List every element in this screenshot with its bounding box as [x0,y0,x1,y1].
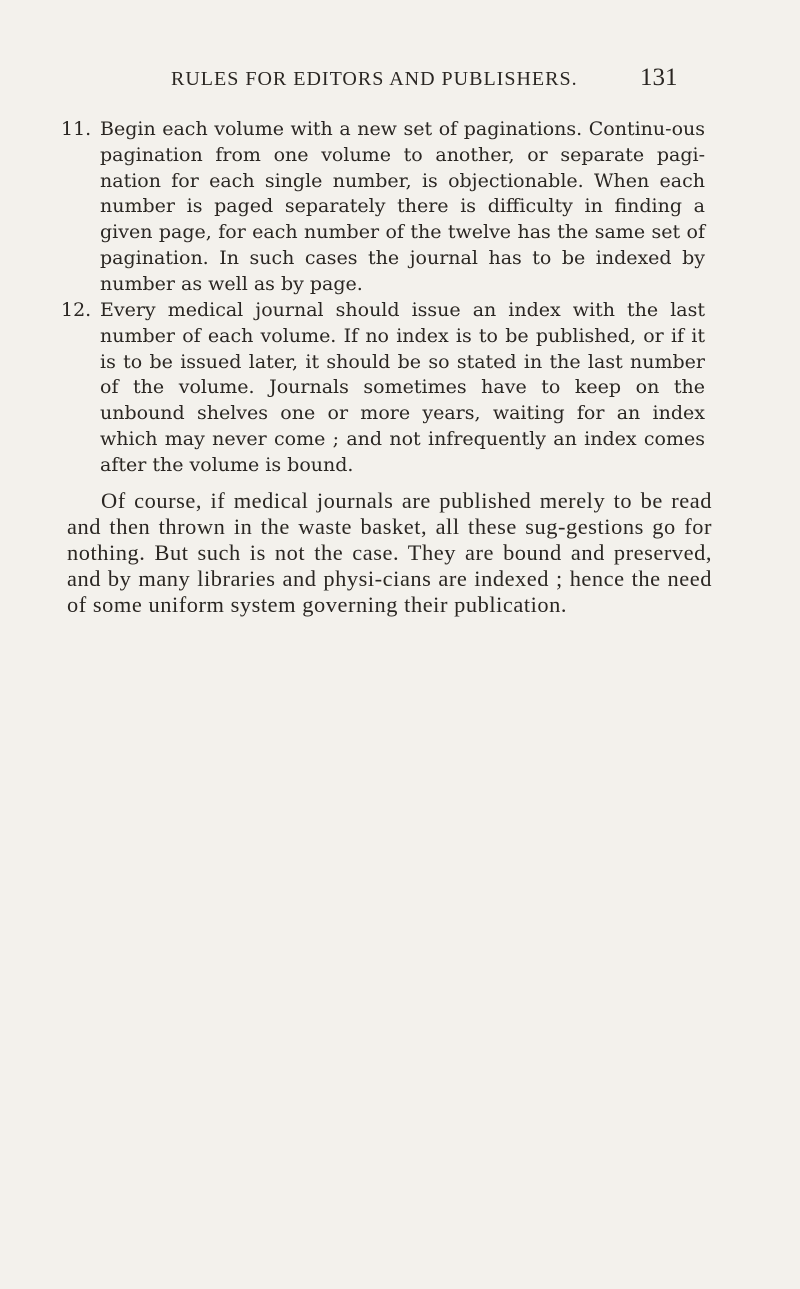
item-number: 12. [61,299,92,321]
rule-item-12 [61,298,705,479]
item-number: 11. [61,118,92,140]
item-text: Begin each volume with a new set of paginations. Continu-ous pagination from one volume to another, or separate pagi-nation for each single number, is objectionable. When each number is paged separately there is difficulty in finding a given page, for each number of the twelve has the same set of pagination. In such cases the journal has to be indexed by number as well as by page. [100,118,705,295]
closing-paragraph: Of course, if medical journals are published merely to be read and then thrown in the waste basket, all these sug-gestions go for nothing. But such is not the case. They are bound and preserved, and by many libraries and physi-cians are indexed ; hence the need of some uniform system governing their publication. [67,488,712,617]
page-number: 131 [640,64,678,91]
running-head: RULES FOR EDITORS AND PUBLISHERS. [171,68,578,90]
rule-item-11 [61,117,705,298]
item-text: Every medical journal should issue an index with the last number of each volume. If no index is to be published, or if it is to be issued later, it should be so stated in the last number of the volume. Journals sometimes have to keep on the unbound shelves one or more years, waiting for an index which may never come ; and not infrequently an index comes after the volume is bound. [100,299,705,476]
